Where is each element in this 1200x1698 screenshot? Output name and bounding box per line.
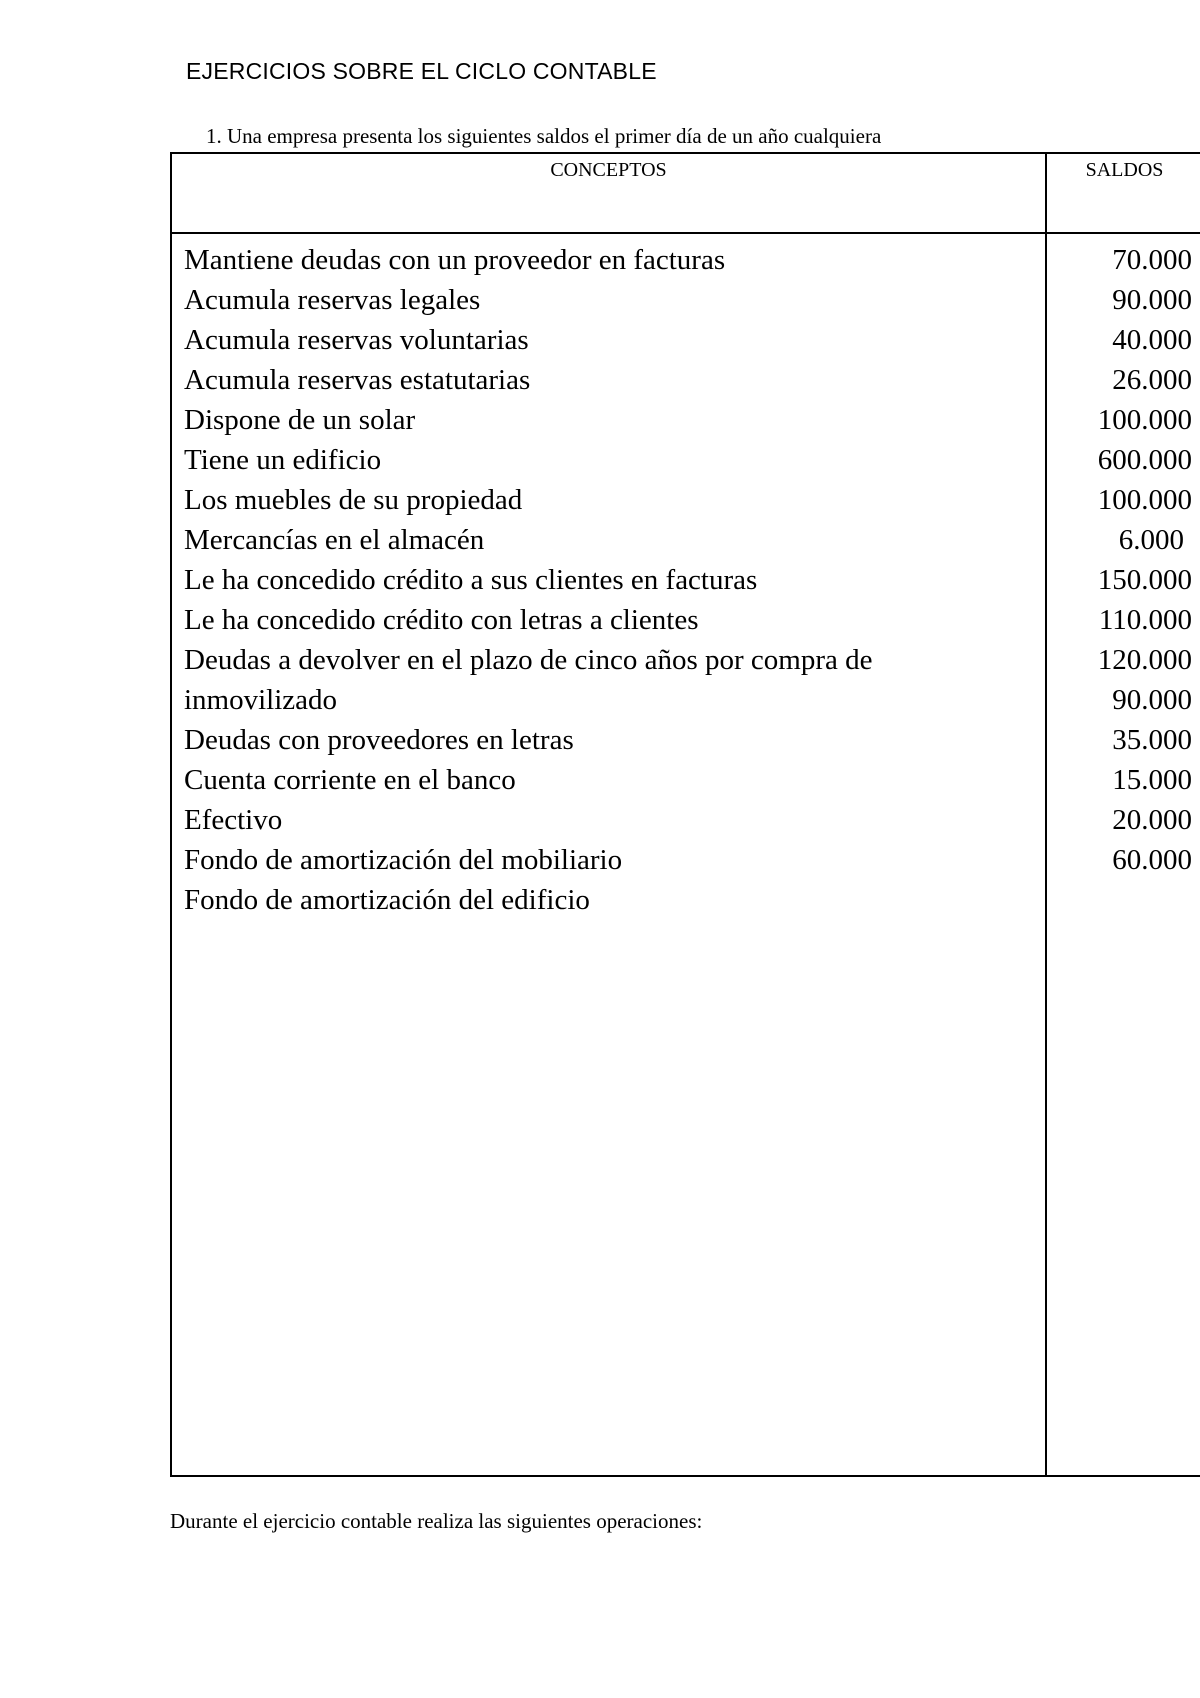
row-amount: 150.000 [1097, 564, 1192, 596]
table-row [172, 440, 1200, 480]
table-row [172, 800, 1200, 840]
row-concept: Deudas con proveedores en letras [184, 724, 574, 756]
row-concept: Fondo de amortización del mobiliario [184, 844, 623, 876]
row-amount: 120.000 [1097, 644, 1192, 676]
balance-table [170, 152, 1200, 1477]
row-amount: 35.000 [1112, 724, 1192, 756]
row-amount: 100.000 [1097, 404, 1192, 436]
row-concept: Acumula reservas voluntarias [184, 324, 529, 356]
row-concept: Acumula reservas estatutarias [184, 364, 531, 396]
table-row [172, 400, 1200, 440]
row-amount: 110.000 [1098, 604, 1192, 636]
row-concept: Tiene un edificio [184, 444, 382, 476]
table-rows [172, 240, 1200, 920]
row-amount: 90.000 [1112, 684, 1192, 716]
row-concept: Mantiene deudas con un proveedor en facturas [184, 244, 726, 276]
exercise-intro: 1. Una empresa presenta los siguientes saldos el primer día de un año cualquiera [206, 124, 882, 148]
table-row [172, 240, 1200, 280]
row-concept: Efectivo [184, 804, 283, 836]
table-row [172, 520, 1200, 560]
row-concept: Dispone de un solar [184, 404, 416, 436]
row-amount: 60.000 [1112, 844, 1192, 876]
row-amount: 40.000 [1112, 324, 1192, 356]
table-row [172, 720, 1200, 760]
table-row [172, 280, 1200, 320]
row-concept: Cuenta corriente en el banco [184, 764, 516, 796]
row-concept: Fondo de amortización del edificio [184, 884, 590, 916]
row-amount: 6.000 [1118, 524, 1184, 556]
row-concept: Le ha concedido crédito con letras a clientes [184, 604, 699, 636]
row-amount: 600.000 [1097, 444, 1192, 476]
row-amount: 100.000 [1097, 484, 1192, 516]
row-concept: Los muebles de su propiedad [184, 484, 523, 516]
row-concept: Deudas a devolver en el plazo de cinco años por compra de [184, 644, 873, 676]
table-row [172, 480, 1200, 520]
table-row [172, 840, 1200, 880]
row-concept: Acumula reservas legales [184, 284, 481, 316]
row-concept: Mercancías en el almacén [184, 524, 485, 556]
table-row [172, 760, 1200, 800]
table-row [172, 320, 1200, 360]
table-row [172, 640, 1200, 680]
operations-intro: Durante el ejercicio contable realiza las siguientes operaciones: [170, 1509, 703, 1533]
document-title: EJERCICIOS SOBRE EL CICLO CONTABLE [186, 58, 657, 84]
row-concept: inmovilizado [184, 684, 338, 716]
row-concept: Le ha concedido crédito a sus clientes en facturas [184, 564, 758, 596]
row-amount: 26.000 [1112, 364, 1192, 396]
table-row [172, 680, 1200, 720]
row-amount: 15.000 [1112, 764, 1192, 796]
table-row [172, 560, 1200, 600]
table-row [172, 600, 1200, 640]
table-row [172, 360, 1200, 400]
row-amount: 90.000 [1112, 284, 1192, 316]
table-row [172, 880, 1200, 920]
header-balances: SALDOS [1085, 159, 1164, 181]
header-concepts: CONCEPTOS [550, 159, 667, 181]
row-amount: 70.000 [1112, 244, 1192, 276]
header-divider [172, 232, 1200, 234]
row-amount: 20.000 [1112, 804, 1192, 836]
